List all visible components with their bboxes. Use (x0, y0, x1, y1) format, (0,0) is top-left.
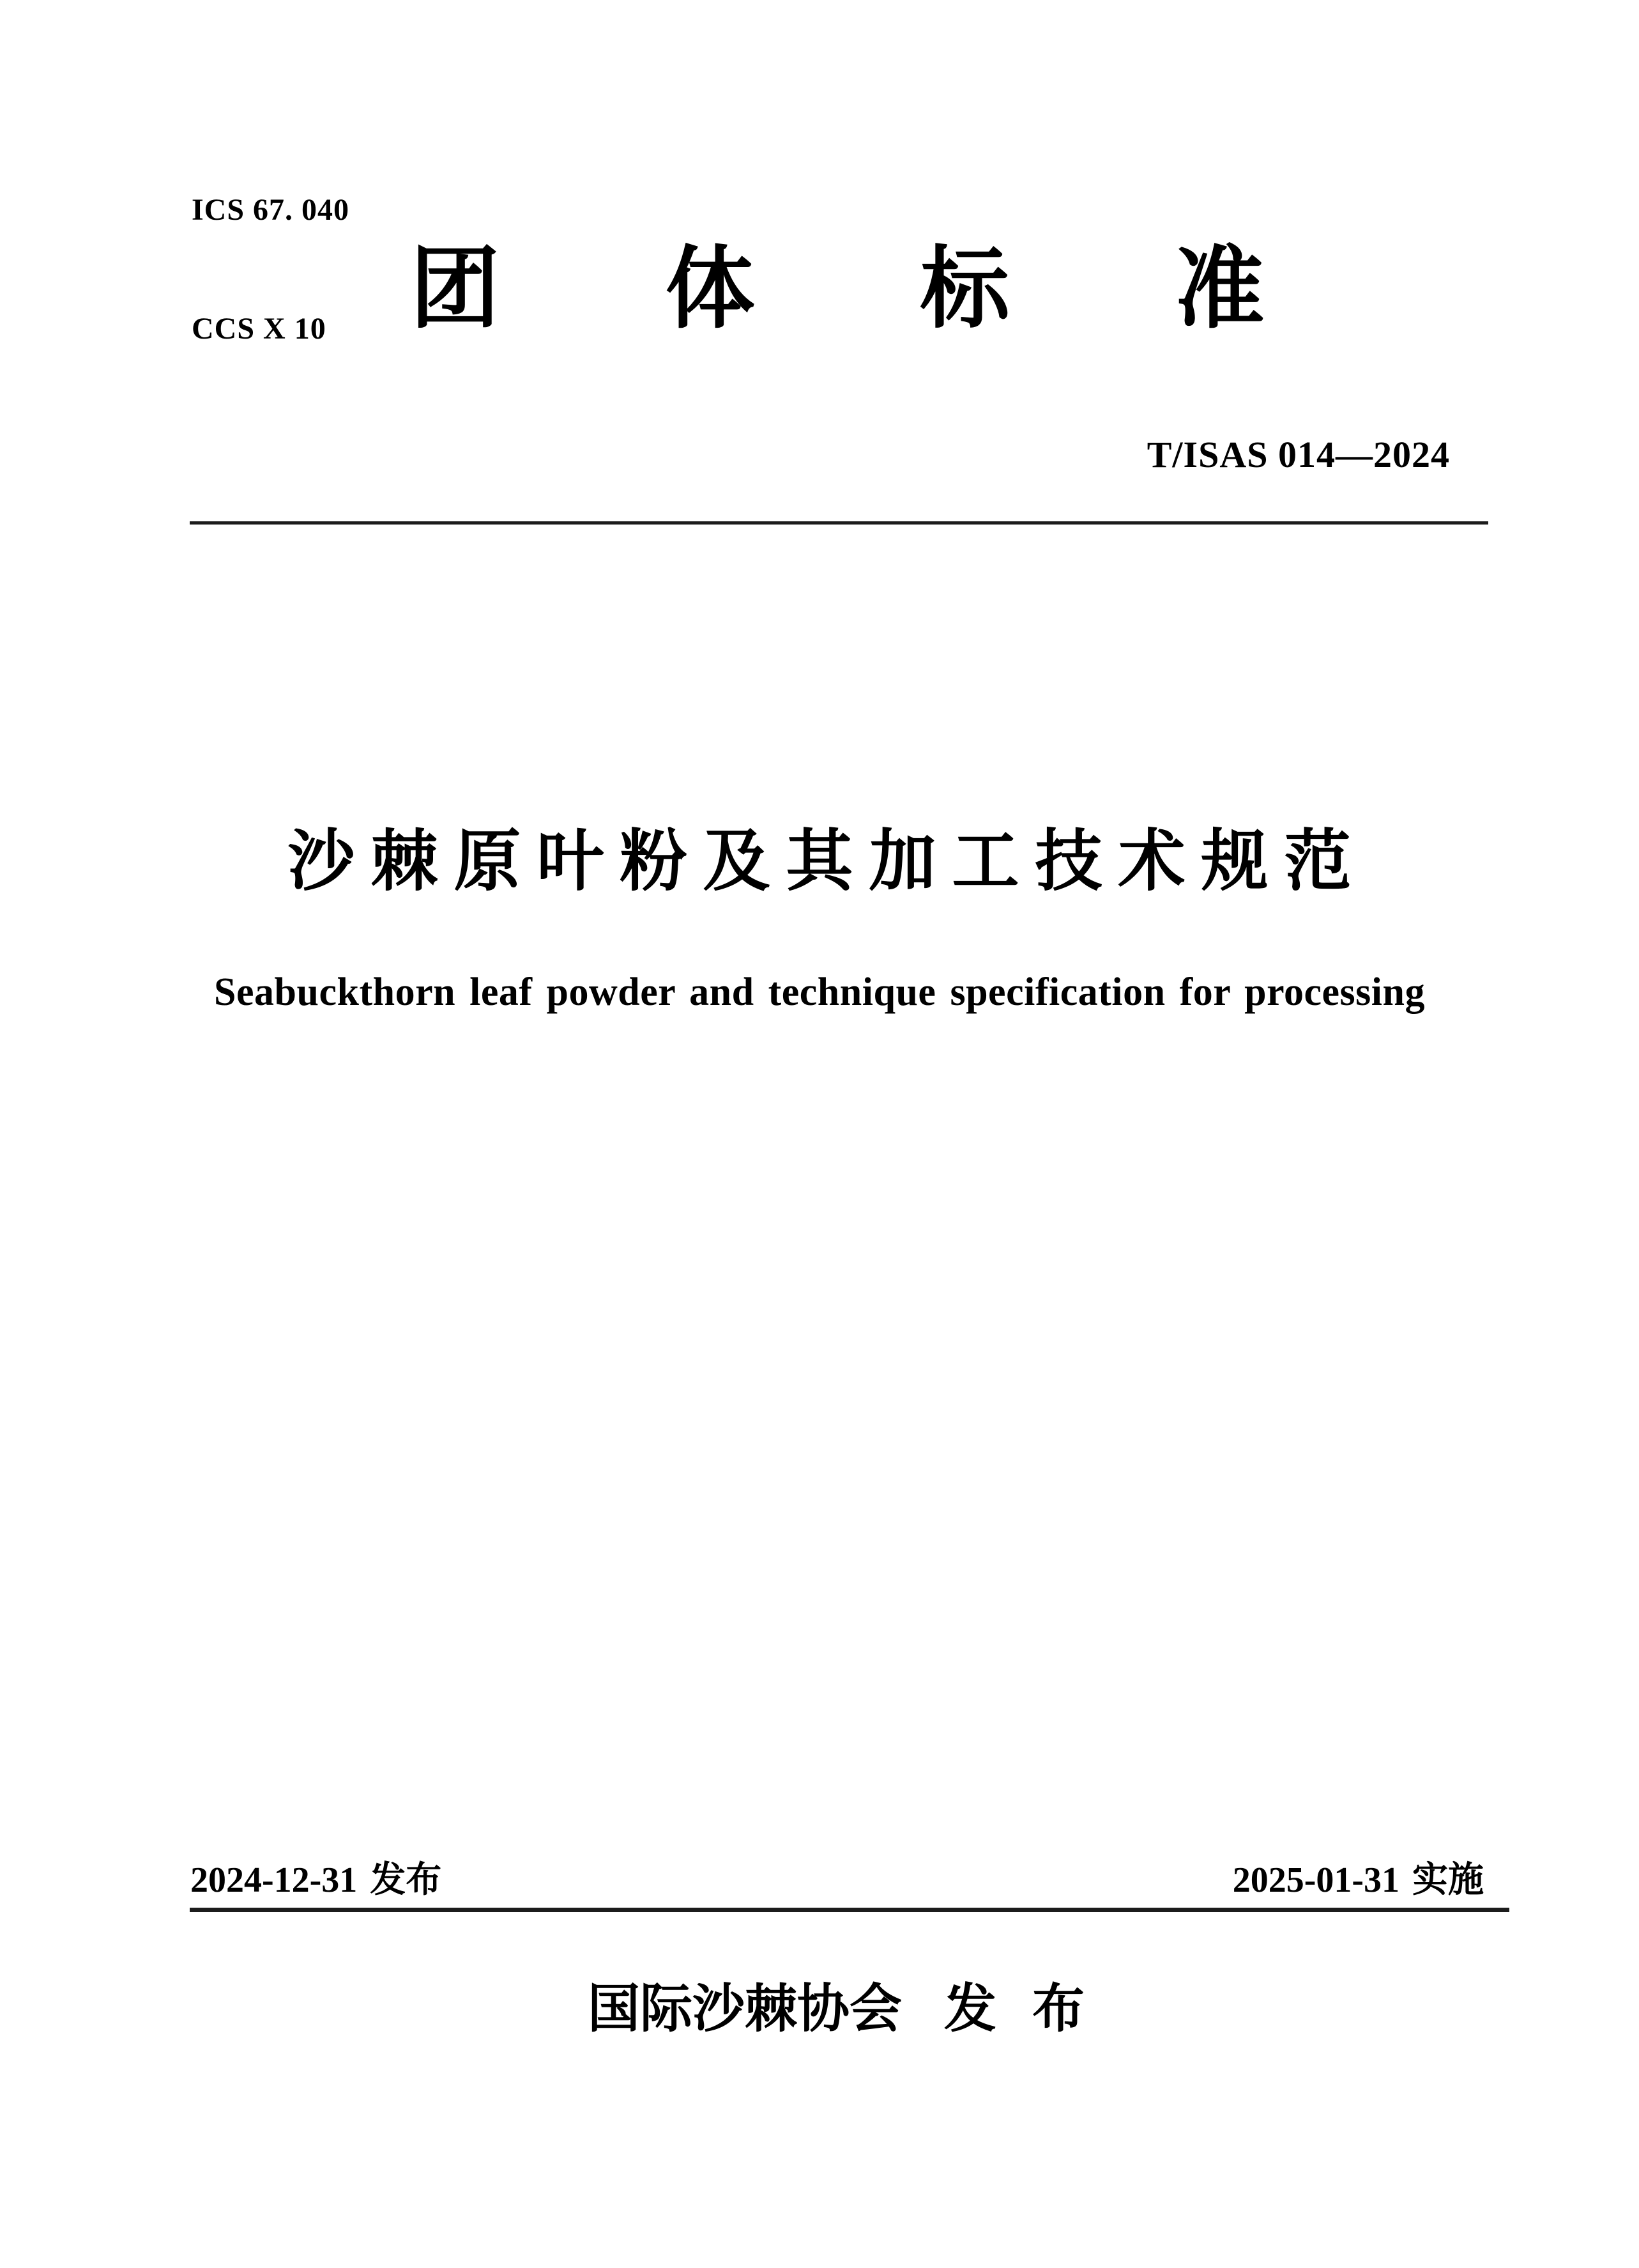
standard-number: T/ISAS 014—2024 (1147, 434, 1450, 475)
publisher-line (17, 1980, 1639, 2038)
english-title: Seabuckthorn leaf powder and technique specification for processing (214, 970, 1425, 1014)
ics-code: ICS 67. 040 (192, 193, 350, 227)
category-char-1: 团 (410, 238, 500, 339)
category-char-4: 准 (1175, 238, 1265, 339)
category-char-2: 体 (665, 238, 755, 339)
implementation-date: 2025-01-31 (1232, 1860, 1399, 1900)
chinese-title: 沙棘原叶粉及其加工技术规范 (287, 824, 1368, 899)
header-rule (190, 521, 1488, 525)
publish-action-char-1: 发 (943, 1980, 996, 2038)
ccs-code: CCS X 10 (192, 312, 326, 346)
publish-action-char-2: 布 (1032, 1980, 1085, 2038)
document-category-title (18, 238, 1639, 339)
implementation-date-line (1233, 1851, 1484, 1903)
issue-date-line (190, 1851, 441, 1903)
implementation-label: 实施 (1412, 1859, 1484, 1899)
footer-rule (190, 1908, 1509, 1912)
issue-label: 发布 (370, 1859, 442, 1899)
publisher-name: 国际沙棘协会 (587, 1980, 902, 2038)
category-char-3: 标 (920, 238, 1010, 339)
issue-date: 2024-12-31 (190, 1860, 358, 1900)
